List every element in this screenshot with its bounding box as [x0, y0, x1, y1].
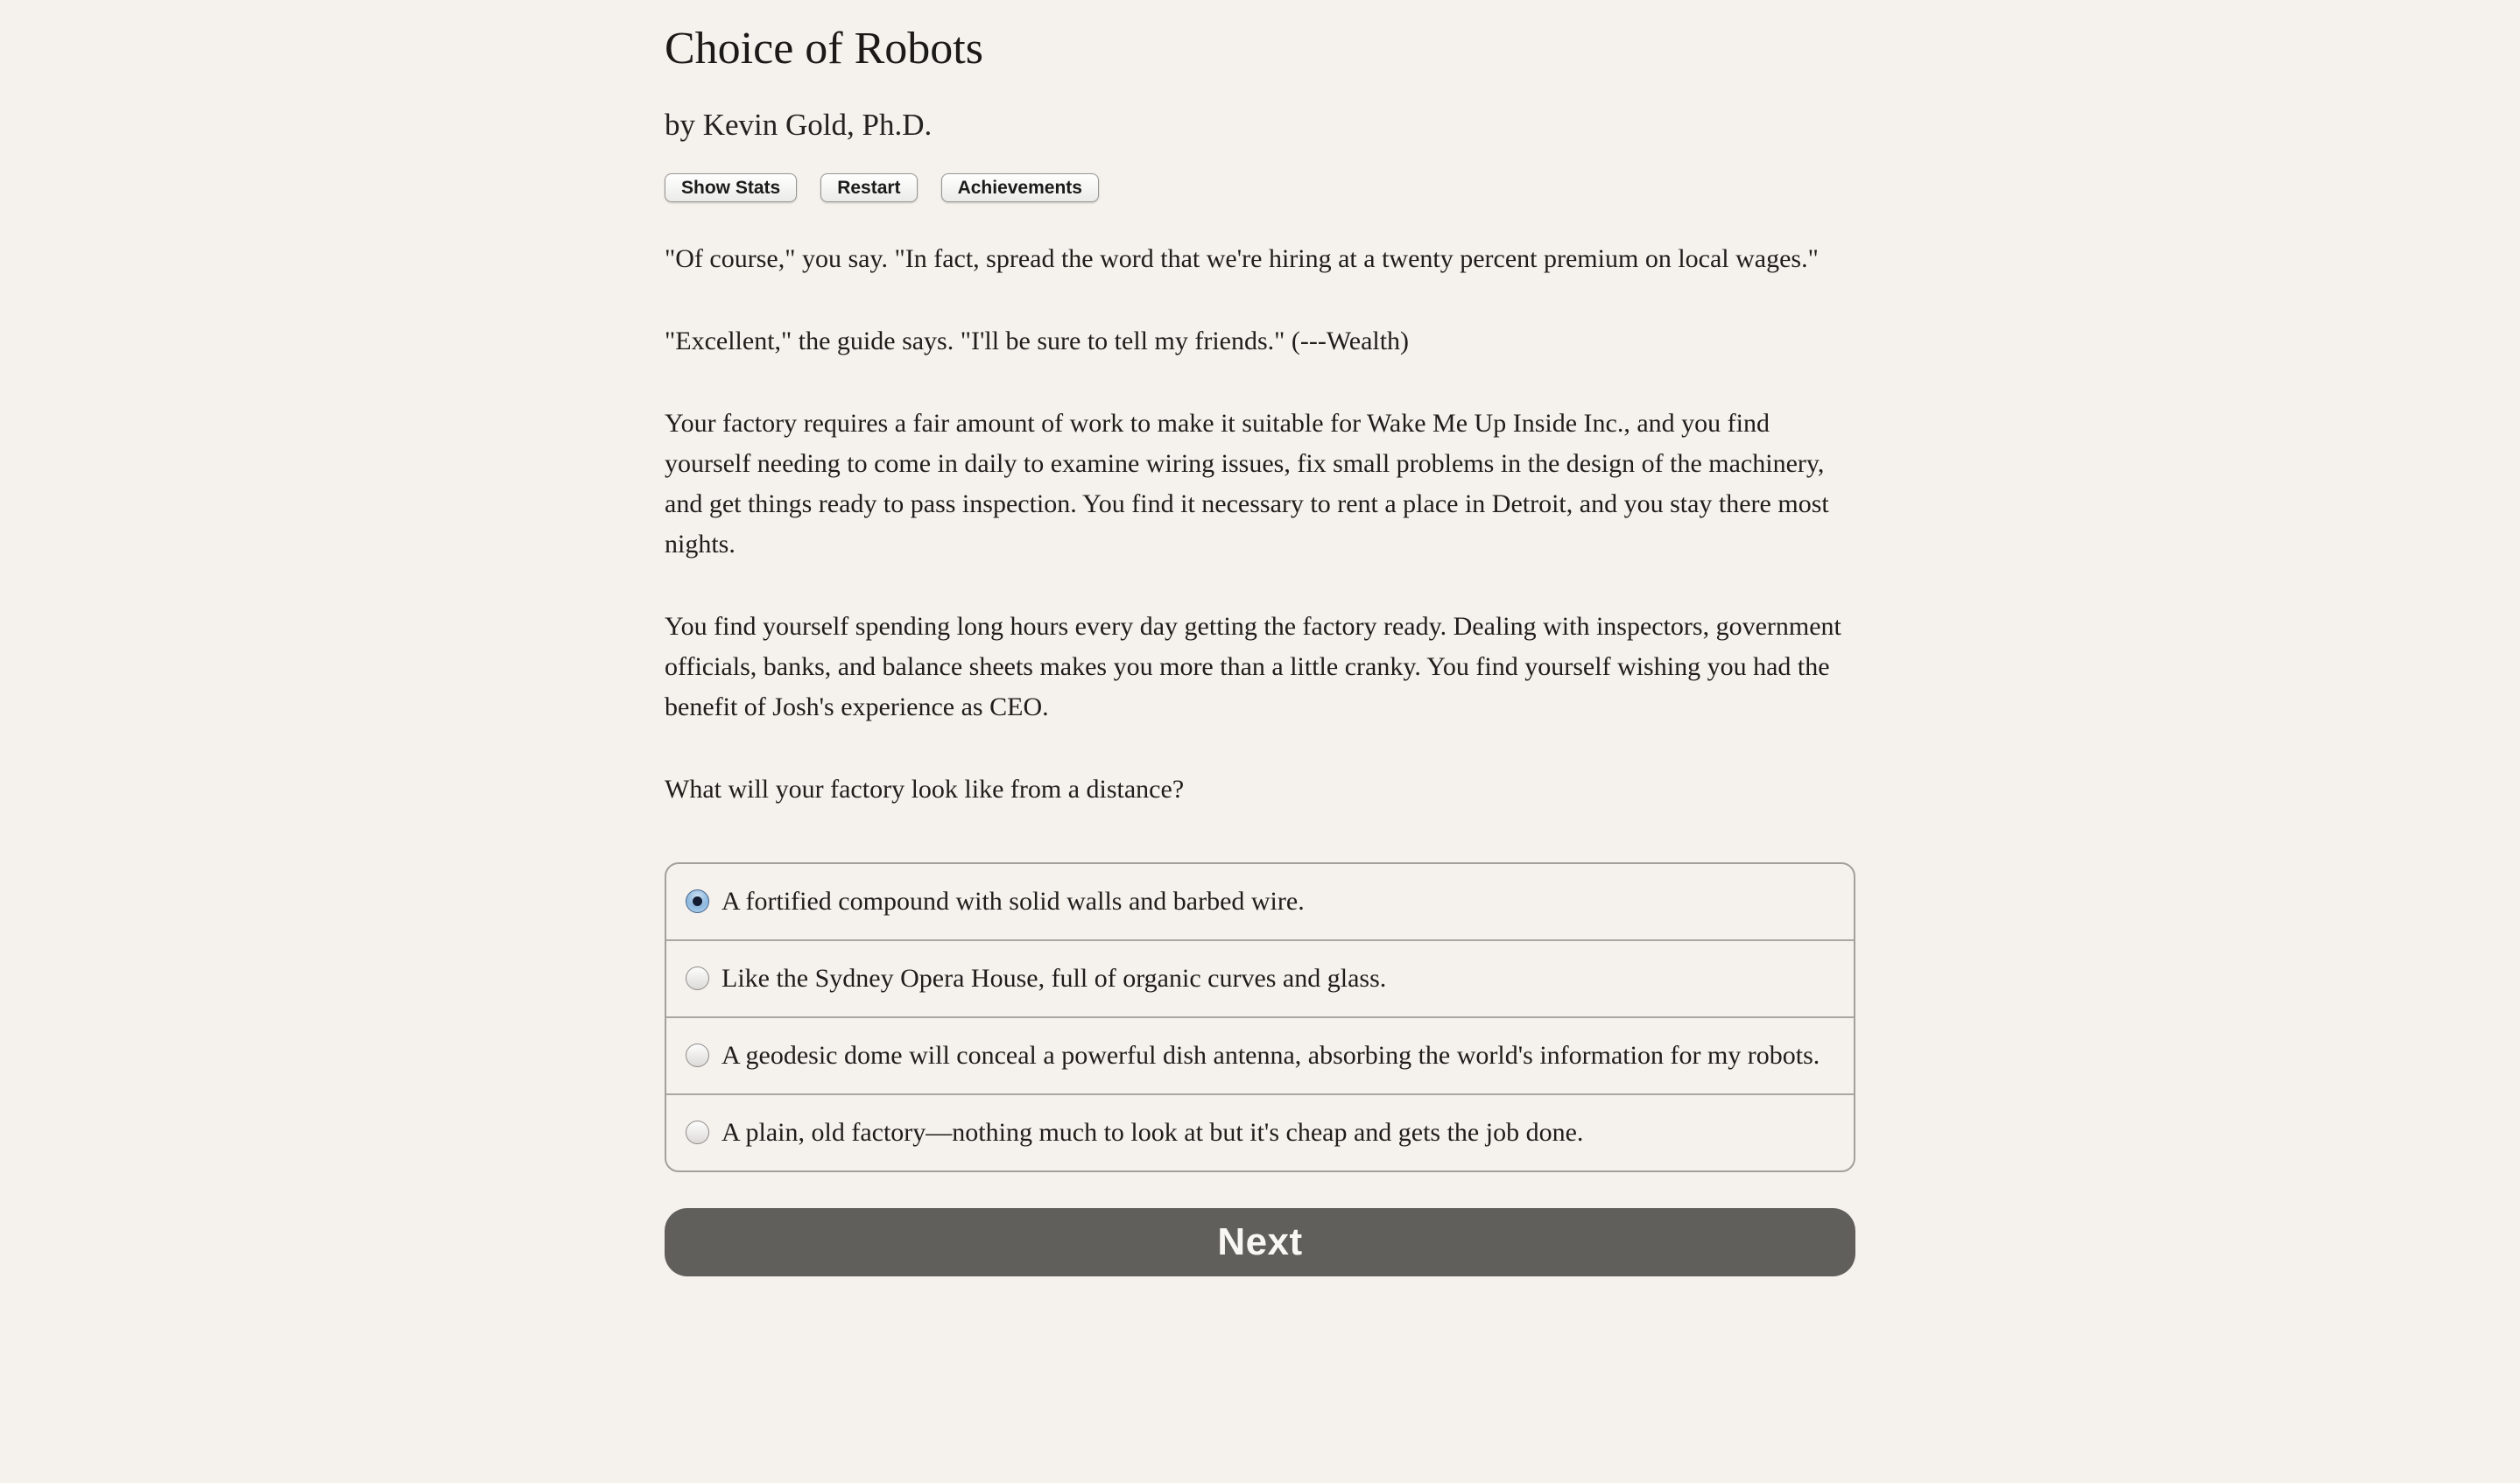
achievements-button[interactable]: Achievements — [941, 173, 1099, 202]
next-button[interactable]: Next — [665, 1208, 1855, 1276]
show-stats-button[interactable]: Show Stats — [665, 173, 797, 202]
radio-button[interactable] — [686, 1121, 709, 1144]
choice-option-label: A plain, old factory—nothing much to look at but it's cheap and gets the job done. — [722, 1118, 1584, 1148]
story-paragraph: "Of course," you say. "In fact, spread the word that we're hiring at a twenty percent premium on local wages." — [665, 244, 1819, 274]
choice-option-4[interactable] — [666, 1093, 1854, 1170]
choice-list — [665, 862, 1855, 1172]
story-column — [665, 0, 1855, 1276]
choice-option-label: A fortified compound with solid walls and barbed wire. — [722, 887, 1305, 917]
story-paragraph: "Excellent," the guide says. "I'll be sure to tell my friends." (---Wealth) — [665, 327, 1410, 356]
choice-option-2[interactable] — [666, 939, 1854, 1016]
choice-option-label: A geodesic dome will conceal a powerful dish antenna, absorbing the world's information for my robots. — [722, 1041, 1820, 1071]
radio-button[interactable] — [686, 889, 709, 913]
choice-option-3[interactable] — [666, 1016, 1854, 1093]
game-title: Choice of Robots — [665, 24, 983, 74]
author-byline: by Kevin Gold, Ph.D. — [665, 107, 933, 142]
story-text — [665, 239, 1855, 810]
toolbar — [665, 173, 1855, 202]
choice-question: What will your factory look like from a distance? — [665, 775, 1185, 805]
story-paragraph: You find yourself spending long hours every day getting the factory ready. Dealing with inspectors, government officials, banks, and balance sheets makes you more than a little cranky. You find yourself wishing you had the benefit of Josh's experience as CEO. — [665, 612, 1841, 722]
restart-button[interactable]: Restart — [820, 173, 917, 202]
choice-option-1[interactable] — [666, 864, 1854, 939]
radio-button[interactable] — [686, 966, 709, 990]
story-paragraph: Your factory requires a fair amount of work to make it suitable for Wake Me Up Inside Inc., and you find yourself needing to come in daily to examine wiring issues, fix small problems in the design of the machinery, and get things ready to pass inspection. You find it necessary to rent a place in Detroit, and you stay there most nights. — [665, 409, 1829, 559]
choice-option-label: Like the Sydney Opera House, full of organic curves and glass. — [722, 964, 1387, 994]
radio-button[interactable] — [686, 1044, 709, 1067]
